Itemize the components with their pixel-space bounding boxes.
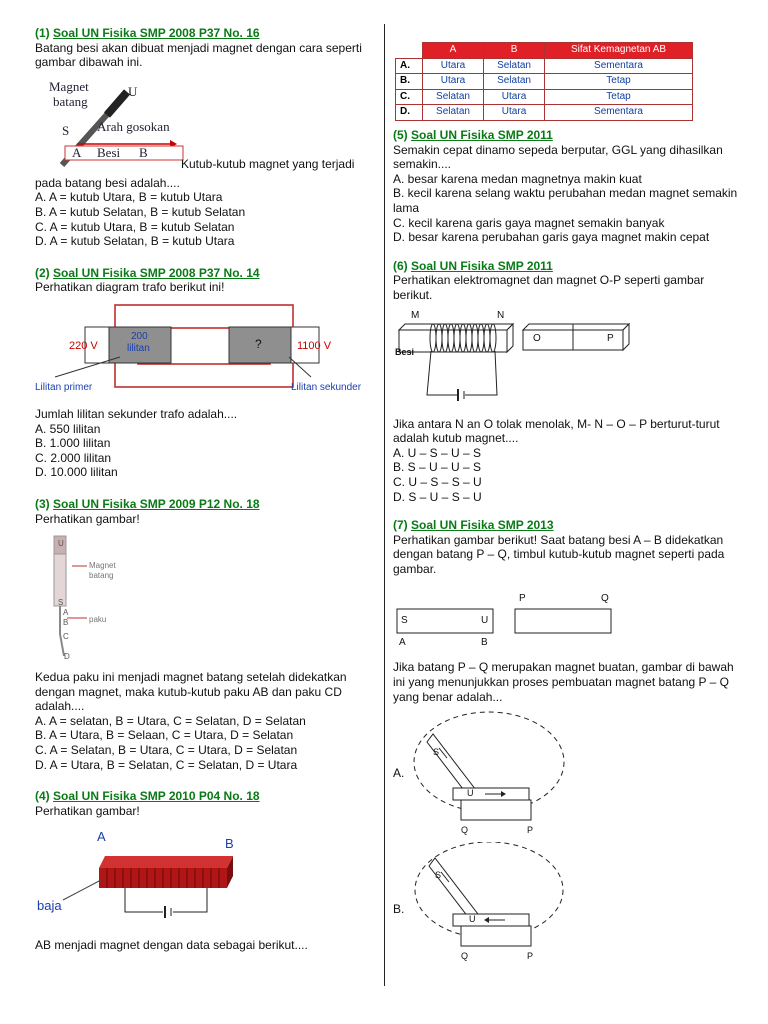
table-header: B (484, 43, 545, 59)
label-n: N (497, 309, 505, 321)
label-magnet: Magnet (49, 78, 89, 94)
option-a[interactable]: A. A = kutub Utara, B = kutub Utara (35, 190, 223, 205)
figure-steel-coil (35, 818, 370, 938)
question-6-title (393, 259, 738, 274)
question-7-source-link[interactable]: Soal UN Fisika SMP 2013 (411, 518, 554, 533)
question-2-prompt: Jumlah lilitan sekunder trafo adalah.... (35, 406, 238, 421)
label-p: P (519, 593, 526, 605)
question-7-title (393, 518, 738, 533)
table-row[interactable] (396, 58, 693, 74)
option-b[interactable]: B. S – U – U – S (393, 460, 482, 475)
table-header: Sifat Kemagnetan AB (545, 43, 693, 59)
label-s: S (433, 747, 440, 758)
label-voltage-secondary: 1100 V (297, 339, 332, 352)
table-cell: Utara (484, 105, 545, 121)
label-b: B (225, 836, 234, 852)
question-4-answer-table-wrap (393, 14, 738, 118)
table-header-row (396, 43, 693, 59)
label-voltage-primary: 220 V (69, 339, 98, 352)
option-c[interactable]: C. U – S – S – U (393, 474, 482, 489)
question-6-prompt: Jika antara N an O tolak menolak, M- N – O – P berturut-turut adalah kutub magnet.... (393, 416, 720, 446)
label-a: A (399, 637, 406, 649)
question-4-title (35, 789, 370, 804)
label-b: B (139, 144, 148, 160)
table-cell: Sementara (545, 58, 693, 74)
label-p: P (607, 332, 614, 344)
option-b[interactable]: B. 1.000 lilitan (35, 436, 111, 451)
option-d[interactable]: D. besar karena perubahan garis gaya magnet makin cepat (393, 230, 710, 245)
option-c[interactable]: C. A = Selatan, B = Utara, C = Utara, D = Selatan (35, 743, 298, 758)
column-divider (384, 24, 385, 986)
option-b-label: B. (393, 902, 405, 917)
label-s: S (435, 870, 442, 881)
question-4 (35, 789, 370, 953)
label-q: Q (461, 951, 469, 962)
table-header (396, 43, 423, 59)
question-number: (7) (393, 518, 411, 533)
steel-coil-drawing (35, 818, 370, 938)
table-cell: B. (396, 74, 423, 90)
option-b[interactable]: B. kecil karena selang waktu perubahan medan magnet semakin lama (393, 186, 738, 215)
label-c: C (63, 632, 69, 642)
option-a[interactable]: A. besar karena medan magnetnya makin kuat (393, 171, 642, 186)
figure-magnet-stroking (35, 70, 370, 176)
question-2-intro: Perhatikan diagram trafo berikut ini! (35, 280, 225, 295)
question-number: (2) (35, 265, 53, 280)
label-lilitan-sekunder: Lilitan sekunder (291, 381, 362, 393)
left-column (35, 26, 370, 953)
question-6 (393, 259, 738, 504)
option-d[interactable]: D. A = Utara, B = Selatan, C = Selatan, D = Utara (35, 757, 298, 772)
option-b-figure[interactable] (393, 842, 738, 966)
table-cell: Selatan (423, 105, 484, 121)
option-a[interactable]: A. 550 lilitan (35, 421, 101, 436)
option-a-drawing (393, 708, 738, 838)
bars-ab-pq-drawing (393, 576, 738, 660)
label-paku: paku (89, 615, 107, 625)
question-2 (35, 266, 370, 480)
label-u: U (128, 83, 138, 99)
question-2-source-link[interactable]: Soal UN Fisika SMP 2008 P37 No. 14 (53, 265, 260, 280)
label-s: S (62, 122, 70, 138)
right-column (393, 14, 738, 966)
table-cell: Utara (484, 89, 545, 105)
table-cell: Selatan (484, 58, 545, 74)
figure-electromagnet (393, 303, 738, 417)
option-a[interactable]: A. U – S – U – S (393, 445, 482, 460)
question-number: (1) (35, 26, 53, 40)
question-6-intro: Perhatikan elektromagnet dan magnet O-P seperti gambar berikut. (393, 273, 705, 302)
label-arah-gosokan: Arah gosokan (97, 118, 170, 134)
magnet-nails-drawing (35, 526, 155, 670)
label-magnet: Magnet (89, 561, 116, 571)
option-b[interactable]: B. A = Utara, B = Selaan, C = Utara, D = Selatan (35, 728, 294, 743)
option-c[interactable]: C. 2.000 lilitan (35, 450, 112, 465)
table-cell: Utara (423, 74, 484, 90)
table-row[interactable] (396, 105, 693, 121)
question-5-source-link[interactable]: Soal UN Fisika SMP 2011 (411, 128, 553, 142)
question-4-source-link[interactable]: Soal UN Fisika SMP 2010 P04 No. 18 (53, 789, 260, 804)
question-1 (35, 26, 370, 249)
question-2-title (35, 266, 370, 281)
table-cell: C. (396, 89, 423, 105)
figure-transformer (35, 295, 370, 407)
label-batang: batang (89, 571, 114, 581)
option-c[interactable]: C. kecil karena garis gaya magnet semakin banyak (393, 215, 665, 230)
question-3-intro: Perhatikan gambar! (35, 511, 140, 526)
question-5 (393, 128, 738, 245)
table-cell: D. (396, 105, 423, 121)
label-m: M (411, 309, 420, 321)
label-q: Q (601, 593, 609, 605)
label-b: B (481, 637, 488, 649)
table-header: A (423, 43, 484, 59)
table-cell: Selatan (423, 89, 484, 105)
question-3 (35, 497, 370, 772)
option-a-label: A. (393, 766, 405, 781)
label-s: S (401, 615, 408, 627)
option-b[interactable]: B. A = kutub Selatan, B = kutub Selatan (35, 204, 246, 219)
question-7-prompt: Jika batang P – Q merupakan magnet buatan, gambar di bawah ini yang menunjukkan proses pembuatan magnet batang P – Q yang benar adalah... (393, 660, 734, 704)
question-4-answer-table (395, 42, 693, 121)
label-u: U (467, 788, 474, 799)
question-3-prompt: Kedua paku ini menjadi magnet batang setelah didekatkan dengan magnet, maka kutub-kutub paku AB dan paku CD adalah.... (35, 670, 347, 714)
label-u: U (469, 914, 476, 925)
table-cell: Tetap (545, 89, 693, 105)
table-cell: Sementara (545, 105, 693, 121)
label-primary-turns-count: 200 (131, 330, 148, 342)
figure-bars-ab-pq (393, 576, 738, 660)
table-cell: Tetap (545, 74, 693, 90)
label-a: A (97, 829, 106, 845)
label-o: O (533, 332, 541, 344)
question-1-text-after-figure: Kutub-kutub magnet yang terjadi (181, 156, 355, 171)
question-number: (4) (35, 789, 53, 804)
option-d[interactable]: D. A = kutub Selatan, B = kutub Utara (35, 234, 235, 249)
question-4-intro: Perhatikan gambar! (35, 803, 140, 818)
label-a: A (63, 608, 69, 618)
table-row[interactable] (396, 74, 693, 90)
label-u: U (58, 539, 64, 549)
question-number: (5) (393, 128, 411, 142)
label-lilitan-primer: Lilitan primer (35, 381, 93, 393)
option-c[interactable]: C. A = kutub Utara, B = kutub Selatan (35, 219, 235, 234)
label-baja: baja (37, 898, 62, 914)
label-p: P (527, 825, 534, 836)
question-7-intro: Perhatikan gambar berikut! Saat batang besi A – B didekatkan dengan batang P – Q, timbul kutub-kutub magnet seperti pada gambar. (393, 532, 725, 576)
option-d[interactable]: D. S – U – S – U (393, 489, 482, 504)
question-1-title (35, 26, 370, 41)
label-u: U (481, 615, 489, 627)
question-1-source-link[interactable]: Soal UN Fisika SMP 2008 P37 No. 16 (53, 26, 260, 40)
label-q: Q (461, 825, 469, 836)
question-1-intro: Batang besi akan dibuat menjadi magnet dengan cara seperti gambar dibawah ini. (35, 40, 362, 70)
label-a: A (72, 144, 82, 160)
label-b: B (63, 618, 69, 628)
label-d: D (64, 652, 70, 662)
label-secondary-unknown: ? (255, 336, 262, 351)
option-b-drawing (393, 842, 738, 966)
question-1-prompt: pada batang besi adalah.... (35, 175, 180, 190)
label-besi: Besi (97, 144, 121, 160)
option-a-figure[interactable] (393, 708, 738, 838)
label-batang: batang (53, 93, 88, 109)
question-6-source-link[interactable]: Soal UN Fisika SMP 2011 (411, 258, 553, 273)
question-4-prompt: AB menjadi magnet dengan data sebagai berikut.... (35, 938, 308, 953)
label-primary-turns-unit: lilitan (127, 342, 150, 354)
electromagnet-drawing (393, 303, 738, 417)
table-cell: Utara (423, 58, 484, 74)
label-besi: Besi (395, 346, 415, 357)
option-a[interactable]: A. A = selatan, B = Utara, C = Selatan, D = Selatan (35, 713, 306, 728)
figure-magnet-nails (35, 526, 370, 670)
question-3-title (35, 497, 370, 512)
question-number: (6) (393, 258, 411, 273)
option-d[interactable]: D. 10.000 lilitan (35, 465, 118, 480)
table-cell: A. (396, 58, 423, 74)
table-cell: Selatan (484, 74, 545, 90)
label-p: P (527, 951, 534, 962)
table-row[interactable] (396, 89, 693, 105)
label-s: S (58, 598, 64, 608)
question-5-prompt: Semakin cepat dinamo sepeda berputar, GGL yang dihasilkan semakin.... (393, 142, 723, 172)
question-3-source-link[interactable]: Soal UN Fisika SMP 2009 P12 No. 18 (53, 496, 260, 511)
question-number: (3) (35, 496, 53, 511)
question-5-title (393, 128, 738, 143)
question-7 (393, 518, 738, 966)
